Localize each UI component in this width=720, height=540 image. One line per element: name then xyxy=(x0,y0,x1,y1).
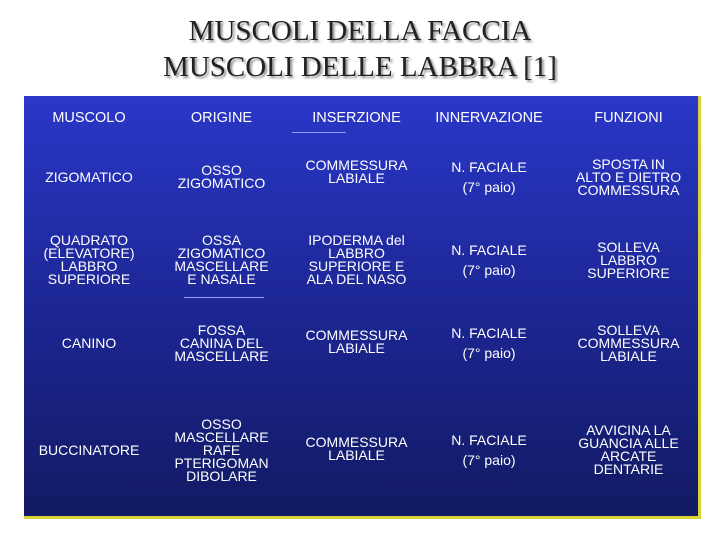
table-row xyxy=(24,214,698,306)
cell-text: COMMESSURA xyxy=(577,334,680,351)
cell-text: N. FACIALE xyxy=(451,242,527,258)
cell-text: COMMESSURA xyxy=(305,157,408,173)
header-origine: ORIGINE xyxy=(190,109,253,126)
cell-muscolo xyxy=(24,386,154,514)
cell-text: N. FACIALE xyxy=(451,432,527,448)
cell-text: LABIALE xyxy=(328,447,385,463)
cell-text: SPOSTA IN xyxy=(592,155,665,172)
cell-funzioni xyxy=(559,308,698,378)
cell-text: LABIALE xyxy=(328,340,385,356)
table-row xyxy=(24,144,698,210)
cell-text: BUCCINATORE xyxy=(38,441,140,458)
cell-origine xyxy=(159,214,284,306)
cell-origine xyxy=(159,308,284,378)
cell-funzioni xyxy=(559,214,698,306)
table-row xyxy=(24,308,698,378)
cell-text: LABBRO xyxy=(600,251,657,268)
cell-text: (7° paio) xyxy=(462,452,516,468)
cell-text: COMMESSURA xyxy=(305,434,408,450)
cell-text: (7° paio) xyxy=(462,179,516,195)
cell-text: E NASALE xyxy=(187,271,256,287)
cell-muscolo xyxy=(24,214,154,306)
cell-text: SOLLEVA xyxy=(597,321,660,338)
cell-text: OSSO xyxy=(201,415,242,432)
cell-text: MASCELLARE xyxy=(174,258,269,274)
cell-text: PTERIGOMAN xyxy=(174,454,269,471)
cell-text: N. FACIALE xyxy=(451,325,527,341)
cell-origine xyxy=(159,386,284,514)
header-row xyxy=(24,102,698,134)
cell-text: COMMESSURA xyxy=(577,181,680,198)
cell-text: RAFE xyxy=(202,441,241,458)
header-innervazione: INNERVAZIONE xyxy=(435,109,543,126)
cell-text: GUANCIA ALLE xyxy=(578,435,679,451)
cell-text: N. FACIALE xyxy=(451,159,527,175)
cell-text: QUADRATO xyxy=(49,232,129,248)
cell-text: ALTO E DIETRO xyxy=(575,168,682,185)
cell-funzioni xyxy=(559,144,698,210)
cell-text: OSSO xyxy=(201,162,242,178)
cell-text: MASCELLARE xyxy=(174,428,269,445)
cell-text: IPODERMA del xyxy=(308,232,405,248)
cell-text: LABIALE xyxy=(328,170,385,186)
cell-inserzione xyxy=(289,308,424,378)
cell-innervazione xyxy=(424,386,554,514)
cell-origine xyxy=(159,144,284,210)
header-muscolo: MUSCOLO xyxy=(52,109,126,126)
cell-innervazione xyxy=(424,308,554,378)
cell-inserzione xyxy=(289,386,424,514)
cell-inserzione xyxy=(289,144,424,210)
cell-text: ZIGOMATICO xyxy=(177,175,266,191)
cell-innervazione xyxy=(424,144,554,210)
cell-text: ZIGOMATICO xyxy=(45,168,133,185)
cell-text: ARCATE xyxy=(600,448,657,464)
cell-muscolo xyxy=(24,144,154,210)
cell-text: CANINO xyxy=(61,334,117,351)
slide-title-line2: MUSCOLI DELLE LABBRA [1] xyxy=(163,51,557,83)
cell-text: MASCELLARE xyxy=(174,347,269,364)
cell-muscolo xyxy=(24,308,154,378)
cell-text: LABIALE xyxy=(600,347,657,364)
table-row xyxy=(24,386,698,514)
cell-text: (ELEVATORE) xyxy=(43,245,135,261)
cell-text: CANINA DEL xyxy=(179,334,264,351)
cell-text: AVVICINA LA xyxy=(586,422,671,438)
slide-title-line1: MUSCOLI DELLA FACCIA xyxy=(188,15,532,47)
cell-text: LABBRO xyxy=(328,245,385,261)
cell-funzioni xyxy=(559,386,698,514)
muscles-table xyxy=(24,96,701,519)
cell-text: SUPERIORE xyxy=(587,264,670,281)
cell-text: SUPERIORE xyxy=(47,271,131,287)
cell-text: (7° paio) xyxy=(462,345,516,361)
cell-text: SOLLEVA xyxy=(597,238,660,255)
cell-inserzione xyxy=(289,214,424,306)
cell-text: DENTARIE xyxy=(593,461,664,477)
cell-text: COMMESSURA xyxy=(305,327,408,343)
cell-text: DIBOLARE xyxy=(186,467,257,484)
cell-text: FOSSA xyxy=(197,321,246,338)
cell-text: ALA DEL NASO xyxy=(306,271,407,287)
cell-innervazione xyxy=(424,214,554,306)
cell-text: SUPERIORE E xyxy=(308,258,405,274)
header-inserzione: INSERZIONE xyxy=(312,109,401,126)
cell-text: ZIGOMATICO xyxy=(177,245,266,261)
cell-text: (7° paio) xyxy=(462,262,516,278)
cell-text: OSSA xyxy=(202,232,241,248)
cell-text: LABBRO xyxy=(60,258,118,274)
header-funzioni: FUNZIONI xyxy=(594,109,663,126)
